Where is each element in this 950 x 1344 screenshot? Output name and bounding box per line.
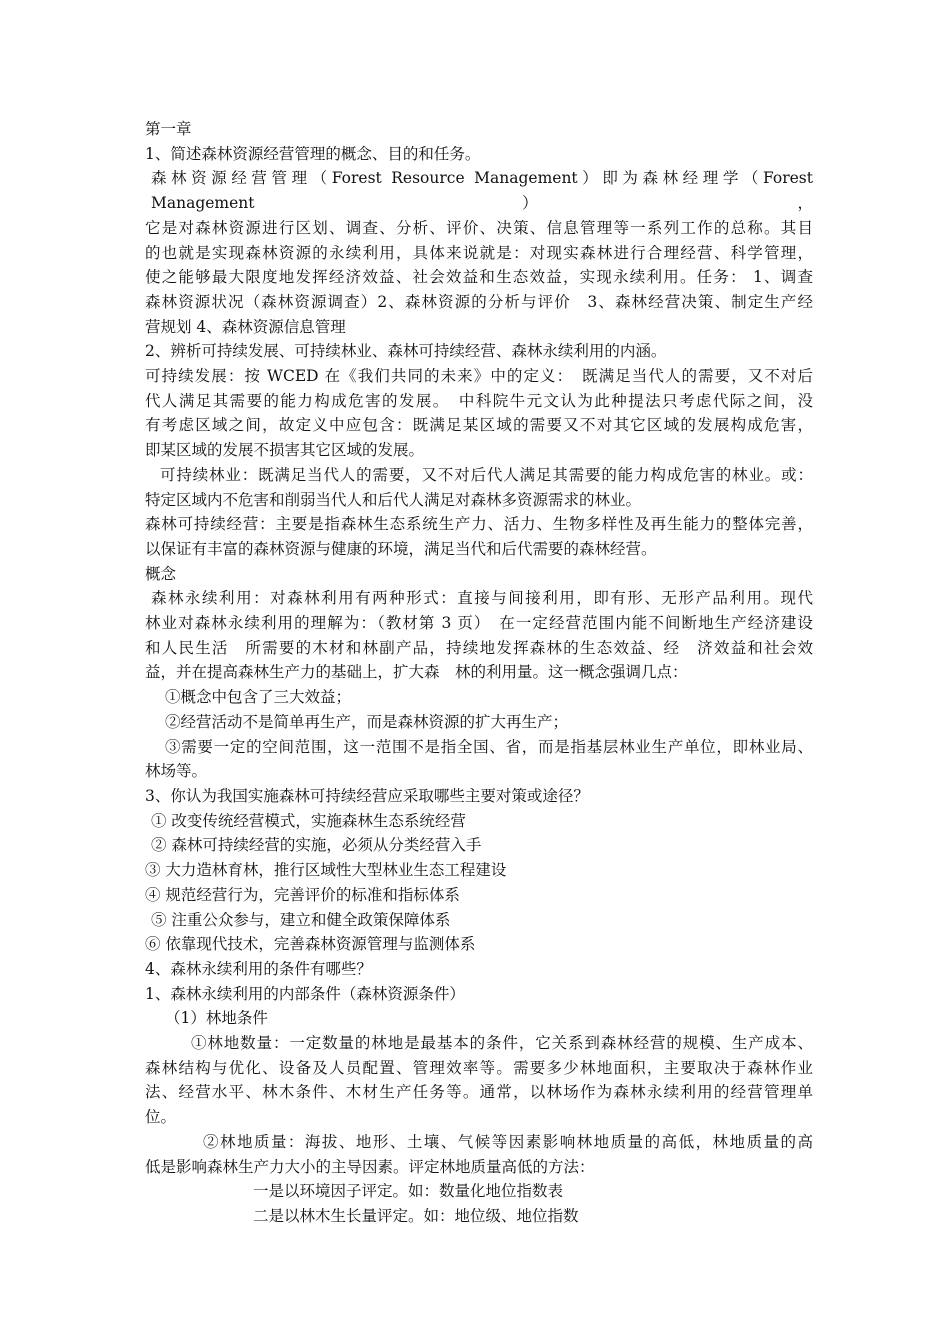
paragraph-line: 森林永续利用：对森林利用有两种形式：直接与间接利用，即有形、无形产品利用。现代 <box>151 589 813 608</box>
chapter-heading: 第一章 <box>145 120 192 138</box>
paragraph-line: 可持续发展：按 WCED 在《我们共同的未来》中的定义： 既满足当代人的需要，又不对后 <box>145 367 813 386</box>
paragraph-line: 森林资源状况（森林资源调查）2、森林资源的分析与评价 3、森林经营决策、制定生产经 <box>145 292 813 311</box>
question-4-heading: 4、森林永续利用的条件有哪些？ <box>145 959 372 978</box>
paragraph-line: 以保证有丰富的森林资源与健康的环境，满足当代和后代需要的森林经营。 <box>145 539 657 558</box>
subsection-heading: （1）林地条件 <box>165 1009 268 1028</box>
question-1-heading: 1、简述森林资源经营管理的概念、目的和任务。 <box>145 144 481 163</box>
paragraph-line: 森林结构与优化、设备及人员配置、管理效率等。需要多少林地面积，主要取决于森林作业 <box>145 1058 813 1077</box>
document-page <box>145 117 813 1229</box>
list-item: 二是以林木生长量评定。如：地位级、地位指数 <box>253 1206 579 1225</box>
question-2-heading: 2、辨析可持续发展、可持续林业、森林可持续经营、森林永续利用的内涵。 <box>145 342 667 361</box>
list-item: ①概念中包含了三大效益； <box>165 688 352 707</box>
paragraph-line: 低是影响森林生产力大小的主导因素。评定林地质量高低的方法： <box>145 1157 595 1176</box>
section-heading: 1、森林永续利用的内部条件（森林资源条件） <box>145 984 465 1003</box>
paragraph-line: 位。 <box>145 1108 177 1127</box>
paragraph-line: ①林地数量：一定数量的林地是最基本的条件，它关系到森林经营的规模、生产成本、 <box>191 1034 813 1053</box>
paragraph-line: 使之能够最大限度地发挥经济效益、社会效益和生态效益，实现永续利用。任务： 1、调查 <box>145 268 813 287</box>
paragraph-line: 益，并在提高森林生产力的基础上，扩大森 林的利用量。这一概念强调几点： <box>145 663 688 682</box>
paragraph-line: 森林可持续经营：主要是指森林生态系统生产力、活力、生物多样性及再生能力的整体完善， <box>145 515 813 534</box>
concept-heading: 概念 <box>145 564 177 583</box>
list-item: 一是以环境因子评定。如：数量化地位指数表 <box>253 1182 564 1201</box>
paragraph-line: 森林资源经营管理（Forest Resource Management）即为森林经理学（Forest Management）， <box>151 169 813 213</box>
paragraph-line: 特定区域内不危害和削弱当代人和后代人满足对森林多资源需求的林业。 <box>145 490 642 509</box>
paragraph-line: 营规划 4、森林资源信息管理 <box>145 317 346 336</box>
paragraph-line: ②林地质量：海拔、地形、土壤、气候等因素影响林地质量的高低，林地质量的高 <box>203 1132 813 1151</box>
list-item: ③需要一定的空间范围，这一范围不是指全国、省，而是指基层林业生产单位，即林业局、 <box>165 737 813 756</box>
list-item: ③ 大力造林育林，推行区域性大型林业生态工程建设 <box>145 861 507 880</box>
paragraph-line: 林业对森林永续利用的理解为：（教材第 3 页） 在一定经营范围内能不间断地生产经济建设 <box>145 614 813 633</box>
paragraph-line: 法、经营水平、林木条件、木材生产任务等。通常，以林场作为森林永续利用的经营管理单 <box>145 1083 813 1102</box>
list-item: ② 森林可持续经营的实施，必须从分类经营入手 <box>151 836 482 855</box>
list-item: ⑥ 依靠现代技术，完善森林资源管理与监测体系 <box>145 935 476 954</box>
paragraph-line: 林场等。 <box>145 762 208 781</box>
paragraph-line: 可持续林业：既满足当代人的需要，又不对后代人满足其需要的能力构成危害的林业。或： <box>160 465 813 484</box>
question-3-heading: 3、你认为我国实施森林可持续经营应采取哪些主要对策或途径？ <box>145 786 589 805</box>
list-item: ④ 规范经营行为，完善评价的标准和指标体系 <box>145 885 460 904</box>
paragraph-line: 的也就是实现森林资源的永续利用，具体来说就是：对现实森林进行合理经营、科学管理， <box>145 243 813 262</box>
paragraph-line: 和人民生活 所需要的木材和林副产品，持续地发挥森林的生态效益、经 济效益和社会效 <box>145 638 813 657</box>
list-item: ②经营活动不是简单再生产，而是森林资源的扩大再生产； <box>165 712 569 731</box>
list-item: ① 改变传统经营模式，实施森林生态系统经营 <box>151 811 466 830</box>
paragraph-line: 即某区域的发展不损害其它区域的发展。 <box>145 441 425 460</box>
list-item: ⑤ 注重公众参与，建立和健全政策保障体系 <box>151 910 451 929</box>
paragraph-line: 它是对森林资源进行区划、调查、分析、评价、决策、信息管理等一系列工作的总称。其目 <box>145 218 813 237</box>
paragraph-line: 有考虑区域之间，故定义中应包含：既满足某区域的需要又不对其它区域的发展构成危害， <box>145 416 813 435</box>
paragraph-line: 代人满足其需要的能力构成危害的发展。 中科院牛元文认为此种提法只考虑代际之间，没 <box>145 391 813 410</box>
